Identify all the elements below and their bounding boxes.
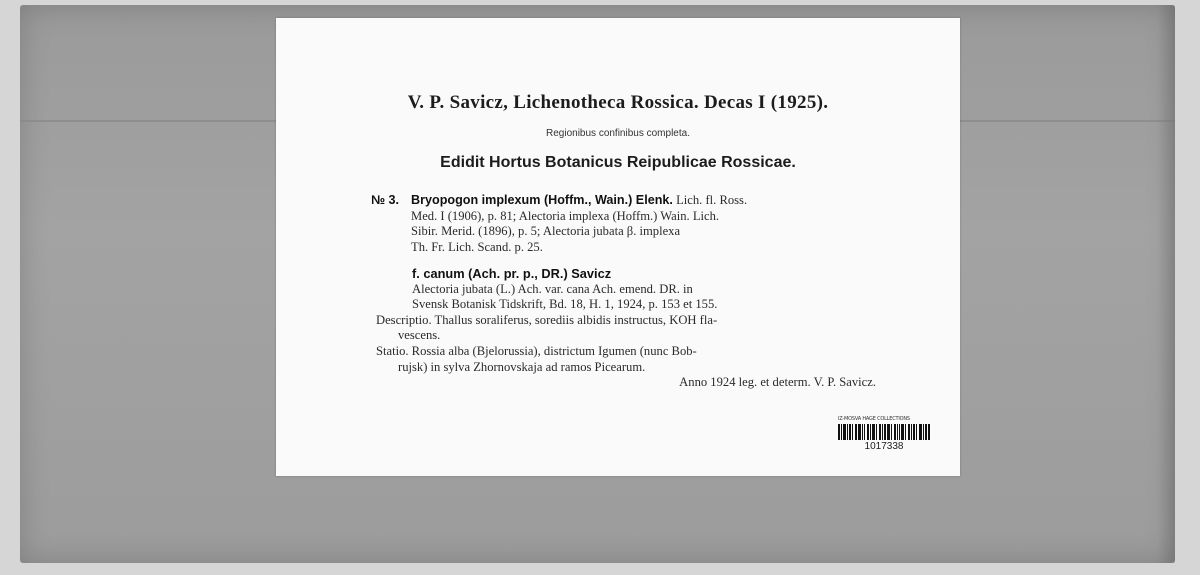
entry-line-1 <box>411 193 871 209</box>
barcode-caption: IZ-MOSVA HAGE COLLECTIONS <box>838 416 910 422</box>
barcode-number: 1017338 <box>864 441 904 452</box>
entry-line-4: Th. Fr. Lich. Scand. p. 25. <box>411 239 543 254</box>
form-block <box>376 266 876 391</box>
barcode-sticker <box>838 416 948 464</box>
entry-line-3: Sibir. Merid. (1896), p. 5; Alectoria jubata β. implexa <box>411 224 681 239</box>
entry-number: № 3. <box>371 193 400 207</box>
entry-line-2: Med. I (1906), p. 81; Alectoria implexa (Hoffm.) Wain. Lich. <box>411 208 720 223</box>
statio-line-2: rujsk) in sylva Zhornovskaja ad ramos Picearum. <box>398 359 646 374</box>
descriptio-line-2: vescens. <box>398 328 441 343</box>
barcode-icon <box>838 424 930 440</box>
envelope-edge-shadow <box>1157 5 1175 563</box>
collector-line: Anno 1924 leg. et determ. V. P. Savicz. <box>679 375 876 390</box>
entry-line-1-rest: Lich. fl. Ross. <box>676 193 748 207</box>
statio-line-1: Statio. Rossia alba (Bjelorussia), districtum Igumen (nunc Bob- <box>376 343 697 358</box>
label-subtitle: Regionibus confinibus completa. <box>546 128 690 139</box>
synonym-line-1: Alectoria jubata (L.) Ach. var. cana Ach. emend. DR. in <box>412 281 693 296</box>
species-entry <box>371 193 871 255</box>
label-editor: Edidit Hortus Botanicus Reipublicae Rossicae. <box>440 154 796 171</box>
species-name: Bryopogon implexum (Hoffm., Wain.) Elenk. <box>411 193 673 207</box>
descriptio-line-1: Descriptio. Thallus soraliferus, sorediis albidis instructus, KOH fla- <box>376 312 718 327</box>
form-heading: f. canum (Ach. pr. p., DR.) Savicz <box>412 266 612 281</box>
synonym-line-2: Svensk Botanisk Tidskrift, Bd. 18, H. 1, 1924, p. 153 et 155. <box>412 297 718 312</box>
label-title: V. P. Savicz, Lichenotheca Rossica. Decas I (1925). <box>407 92 829 113</box>
specimen-label <box>276 18 960 476</box>
